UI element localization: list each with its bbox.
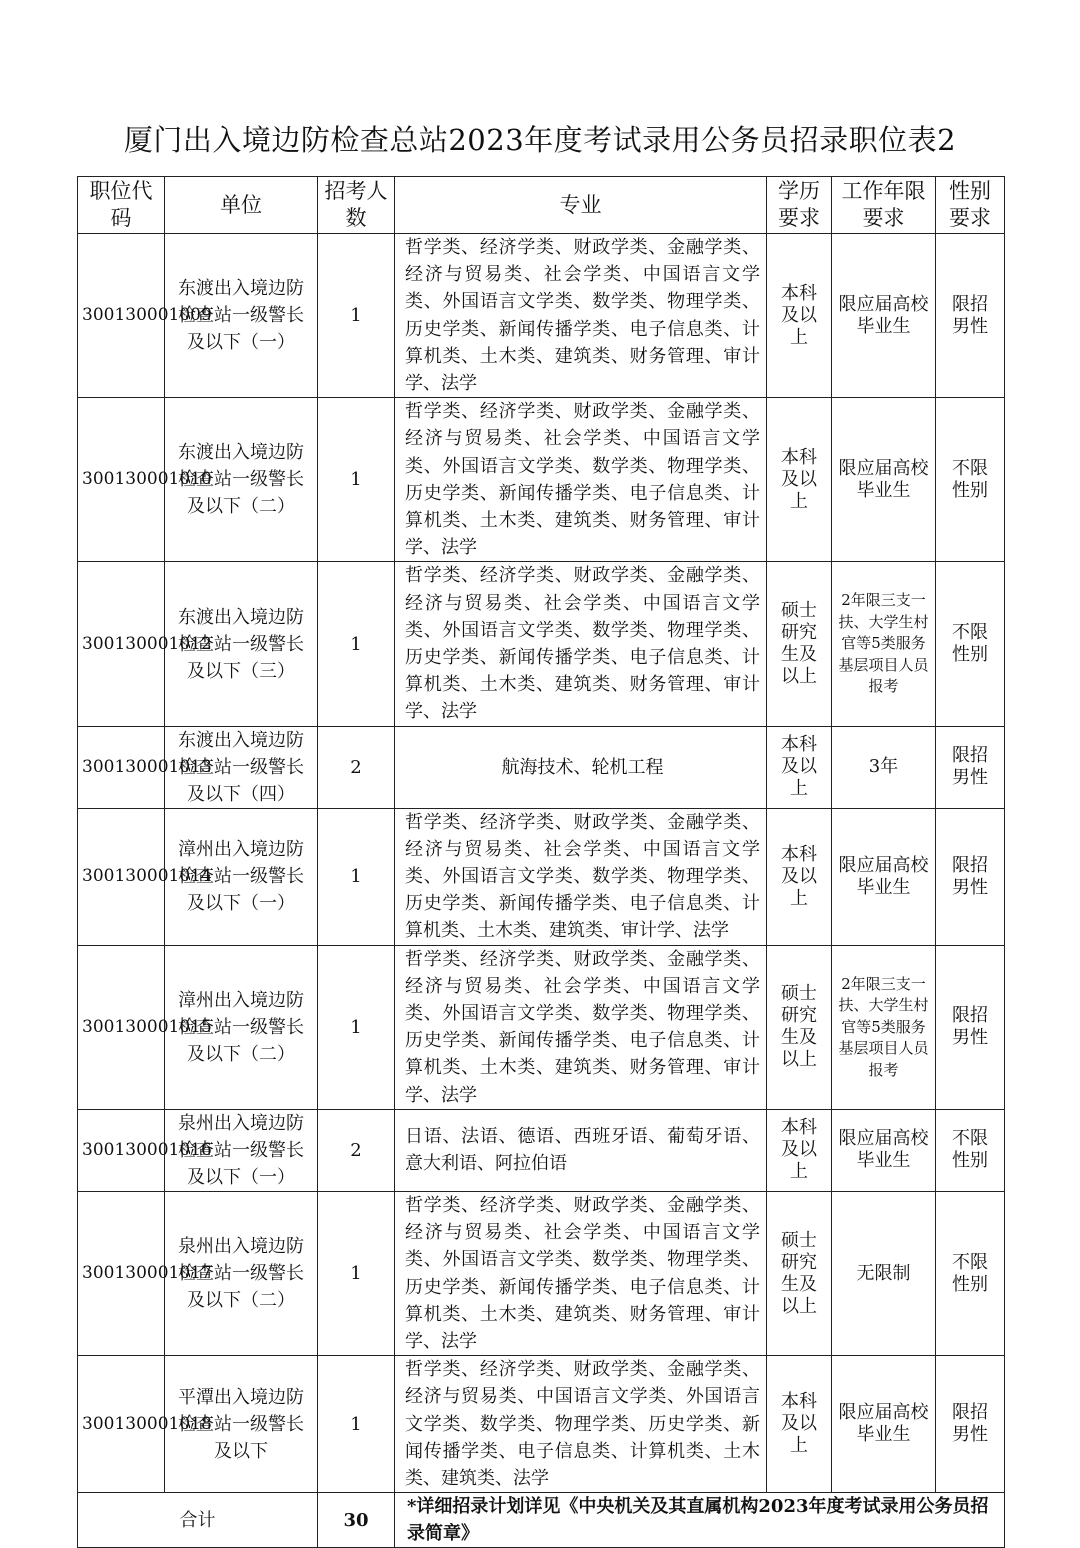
hire-count: 1 [318,1356,395,1493]
experience-requirement: 2年限三支一扶、大学生村官等5类服务基层项目人员报考 [832,562,936,726]
position-code: 300130001012 [78,562,165,726]
table-row [78,398,1005,562]
header-major: 专业 [395,177,767,234]
education-requirement: 本科及以上 [767,398,832,562]
gender-requirement: 限招男性 [936,808,1005,945]
table-row [78,234,1005,398]
major-list: 哲学类、经济学类、财政学类、金融学类、经济与贸易类、社会学类、中国语言文学类、外国语言文学类、数学类、物理学类、历史学类、新闻传播学类、电子信息类、计算机类、土木类、建筑类、审计学、法学 [395,808,767,945]
hire-count: 2 [318,726,395,808]
page-title: 厦门出入境边防检查总站2023年度考试录用公务员招录职位表2 [123,123,957,157]
education-requirement: 本科及以上 [767,808,832,945]
experience-requirement: 无限制 [832,1191,936,1355]
unit-name: 平潭出入境边防检查站一级警长及以下 [165,1356,318,1493]
footnote: *详细招录计划详见《中央机关及其直属机构2023年度考试录用公务员招录简章》 [395,1493,1005,1548]
experience-requirement: 限应届高校毕业生 [832,1109,936,1191]
education-requirement: 本科及以上 [767,234,832,398]
position-code: 300130001010 [78,398,165,562]
experience-requirement: 限应届高校毕业生 [832,398,936,562]
gender-requirement: 限招男性 [936,1356,1005,1493]
major-list: 哲学类、经济学类、财政学类、金融学类、经济与贸易类、社会学类、中国语言文学类、外国语言文学类、数学类、物理学类、历史学类、新闻传播学类、电子信息类、计算机类、土木类、建筑类、财务管理、审计学、法学 [395,562,767,726]
header-code: 职位代码 [78,177,165,234]
position-code: 300130001016 [78,1109,165,1191]
hire-count: 2 [318,1109,395,1191]
position-code: 300130001013 [78,726,165,808]
position-code: 300130001009 [78,234,165,398]
gender-requirement: 不限性别 [936,398,1005,562]
position-code: 300130001018 [78,1356,165,1493]
unit-name: 泉州出入境边防检查站一级警长及以下（一） [165,1109,318,1191]
unit-name: 东渡出入境边防检查站一级警长及以下（二） [165,398,318,562]
header-unit: 单位 [165,177,318,234]
gender-requirement: 限招男性 [936,945,1005,1109]
experience-requirement: 限应届高校毕业生 [832,1356,936,1493]
major-list: 哲学类、经济学类、财政学类、金融学类、经济与贸易类、社会学类、中国语言文学类、外国语言文学类、数学类、物理学类、历史学类、新闻传播学类、电子信息类、计算机类、土木类、建筑类、财务管理、审计学、法学 [395,945,767,1109]
table-row [78,1356,1005,1493]
table-row [78,562,1005,726]
experience-requirement: 2年限三支一扶、大学生村官等5类服务基层项目人员报考 [832,945,936,1109]
hire-count: 1 [318,945,395,1109]
table-row [78,1191,1005,1355]
gender-requirement: 不限性别 [936,562,1005,726]
header-count: 招考人数 [318,177,395,234]
education-requirement: 本科及以上 [767,726,832,808]
education-requirement: 硕士研究生及以上 [767,1191,832,1355]
gender-requirement: 不限性别 [936,1109,1005,1191]
positions-table [77,176,1005,1548]
hire-count: 1 [318,398,395,562]
experience-requirement: 限应届高校毕业生 [832,808,936,945]
major-list: 哲学类、经济学类、财政学类、金融学类、经济与贸易类、社会学类、中国语言文学类、外国语言文学类、数学类、物理学类、历史学类、新闻传播学类、电子信息类、计算机类、土木类、建筑类、财务管理、审计学、法学 [395,1191,767,1355]
header-gender: 性别要求 [936,177,1005,234]
total-label: 合计 [78,1493,318,1548]
education-requirement: 本科及以上 [767,1356,832,1493]
unit-name: 漳州出入境边防检查站一级警长及以下（二） [165,945,318,1109]
table-row [78,945,1005,1109]
gender-requirement: 限招男性 [936,726,1005,808]
position-code: 300130001015 [78,945,165,1109]
table-row [78,808,1005,945]
header-experience: 工作年限要求 [832,177,936,234]
total-row [78,1493,1005,1548]
unit-name: 泉州出入境边防检查站一级警长及以下（二） [165,1191,318,1355]
gender-requirement: 限招男性 [936,234,1005,398]
table-row [78,726,1005,808]
header-row [78,177,1005,234]
unit-name: 漳州出入境边防检查站一级警长及以下（一） [165,808,318,945]
hire-count: 1 [318,1191,395,1355]
header-education: 学历要求 [767,177,832,234]
position-code: 300130001017 [78,1191,165,1355]
unit-name: 东渡出入境边防检查站一级警长及以下（一） [165,234,318,398]
total-count: 30 [318,1493,395,1548]
position-code: 300130001014 [78,808,165,945]
education-requirement: 硕士研究生及以上 [767,562,832,726]
gender-requirement: 不限性别 [936,1191,1005,1355]
hire-count: 1 [318,808,395,945]
table-row [78,1109,1005,1191]
education-requirement: 硕士研究生及以上 [767,945,832,1109]
education-requirement: 本科及以上 [767,1109,832,1191]
major-list: 哲学类、经济学类、财政学类、金融学类、经济与贸易类、社会学类、中国语言文学类、外国语言文学类、数学类、物理学类、历史学类、新闻传播学类、电子信息类、计算机类、土木类、建筑类、财务管理、审计学、法学 [395,398,767,562]
experience-requirement: 3年 [832,726,936,808]
unit-name: 东渡出入境边防检查站一级警长及以下（四） [165,726,318,808]
major-list: 哲学类、经济学类、财政学类、金融学类、经济与贸易类、中国语言文学类、外国语言文学类、数学类、物理学类、历史学类、新闻传播学类、电子信息类、计算机类、土木类、建筑类、法学 [395,1356,767,1493]
experience-requirement: 限应届高校毕业生 [832,234,936,398]
major-list: 航海技术、轮机工程 [395,726,767,808]
unit-name: 东渡出入境边防检查站一级警长及以下（三） [165,562,318,726]
hire-count: 1 [318,234,395,398]
major-list: 哲学类、经济学类、财政学类、金融学类、经济与贸易类、社会学类、中国语言文学类、外国语言文学类、数学类、物理学类、历史学类、新闻传播学类、电子信息类、计算机类、土木类、建筑类、财务管理、审计学、法学 [395,234,767,398]
hire-count: 1 [318,562,395,726]
major-list: 日语、法语、德语、西班牙语、葡萄牙语、意大利语、阿拉伯语 [395,1109,767,1191]
